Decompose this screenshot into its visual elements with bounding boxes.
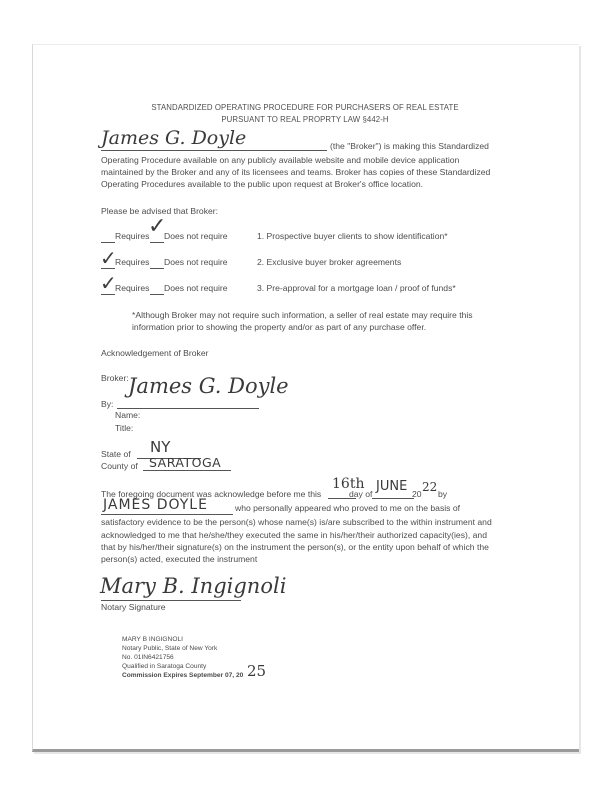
footnote-line2: information prior to showing the property and/or as part of any purchase offer.: [132, 322, 427, 332]
requirement-item: 1. Prospective buyer clients to show identification*: [257, 231, 448, 241]
appearing-person-line: [101, 514, 233, 515]
name-label: Name:: [115, 410, 141, 420]
month-line: [372, 498, 414, 499]
does-not-require-label: Does not require: [164, 283, 228, 293]
by-label: By:: [101, 399, 114, 409]
document-title-line2: PURSUANT TO REAL PROPRTY LAW §442-H: [221, 115, 389, 124]
year-prefix: 20: [412, 489, 422, 499]
acknowledged-before-text: The foregoing document was acknowledge before me this: [101, 489, 322, 499]
checkmark-icon: ✓: [148, 214, 167, 239]
requires-label: Requires: [115, 231, 150, 241]
does-not-require-blank: [150, 242, 164, 243]
requirement-item: 3. Pre-approval for a mortgage loan / proof of funds*: [257, 283, 456, 293]
notary-line5: that by his/her/their signature(s) on the instrument the person(s), or the entity upon behalf of which the: [101, 542, 489, 552]
intro-line3: maintained by the Broker and any of its licensees and teams. Broker has copies of these Standardized: [101, 167, 491, 177]
checkmark-icon: ✓: [100, 246, 117, 270]
intro-line2: Operating Procedure available on any publicly available website and mobile device application: [101, 155, 460, 165]
stamp-expiration-year: 25: [247, 662, 267, 680]
does-not-require-label: Does not require: [164, 231, 228, 241]
does-not-require-blank: [150, 294, 164, 295]
notary-signature-label: Notary Signature: [101, 602, 166, 612]
footnote-line1: *Although Broker may not require such information, a seller of real estate may require this: [132, 310, 473, 320]
does-not-require-label: Does not require: [164, 257, 228, 267]
by-word: by: [438, 489, 448, 499]
by-signature-line: [117, 408, 259, 409]
broker-label: Broker:: [101, 373, 129, 383]
checkmark-icon: ✓: [100, 271, 117, 295]
acknowledgement-heading: Acknowledgement of Broker: [101, 348, 209, 358]
advised-text: Please be advised that Broker:: [101, 206, 219, 216]
broker-name-handwritten: James G. Doyle: [101, 128, 327, 151]
notary-line4: acknowledged to me that he/she/they executed the same in his/her/their authorized capacity(ies), and: [101, 530, 487, 540]
stamp-title: Notary Public, State of New York: [122, 645, 218, 652]
stamp-number: No. 01IN6421756: [122, 654, 174, 661]
stamp-name: MARY B INGIGNOLI: [122, 636, 183, 643]
notary-signature: Mary B. Ingignoli: [100, 574, 287, 598]
state-label: State of: [101, 449, 131, 459]
requires-blank: [101, 242, 115, 243]
month-value: JUNE: [376, 479, 408, 494]
state-value: NY: [150, 438, 171, 456]
county-line: [143, 470, 231, 471]
requires-label: Requires: [115, 283, 150, 293]
notary-signature-line: [101, 600, 241, 601]
does-not-require-blank: [150, 268, 164, 269]
day-of-label: day of: [349, 489, 373, 499]
intro-line4: Operating Procedures available to the public upon request at Broker's office location.: [101, 179, 424, 189]
stamp-expiration: Commission Expires September 07, 20: [122, 672, 244, 679]
broker-signature: James G. Doyle: [128, 374, 289, 398]
title-label: Title:: [115, 423, 134, 433]
notary-line3: satisfactory evidence to be the person(s) whose name(s) is/are subscribed to the within instrument and: [101, 517, 492, 527]
county-label: County of: [101, 461, 138, 471]
requirement-item: 2. Exclusive buyer broker agreements: [257, 257, 402, 267]
appearing-person-name: JAMES DOYLE: [103, 497, 208, 513]
year-value: 22: [422, 480, 438, 494]
requires-label: Requires: [115, 257, 150, 267]
document-title-line1: STANDARDIZED OPERATING PROCEDURE FOR PURCHASERS OF REAL ESTATE: [151, 103, 459, 112]
notary-line2: who personally appeared who proved to me on the basis of: [235, 503, 461, 513]
county-value: SARATOGA: [149, 455, 222, 470]
notary-line6: person(s) acted, executed the instrument: [101, 554, 258, 564]
intro-line1: (the "Broker") is making this Standardized: [330, 141, 489, 151]
stamp-county: Qualified in Saratoga County: [122, 663, 207, 670]
day-value: 16th: [332, 476, 365, 492]
